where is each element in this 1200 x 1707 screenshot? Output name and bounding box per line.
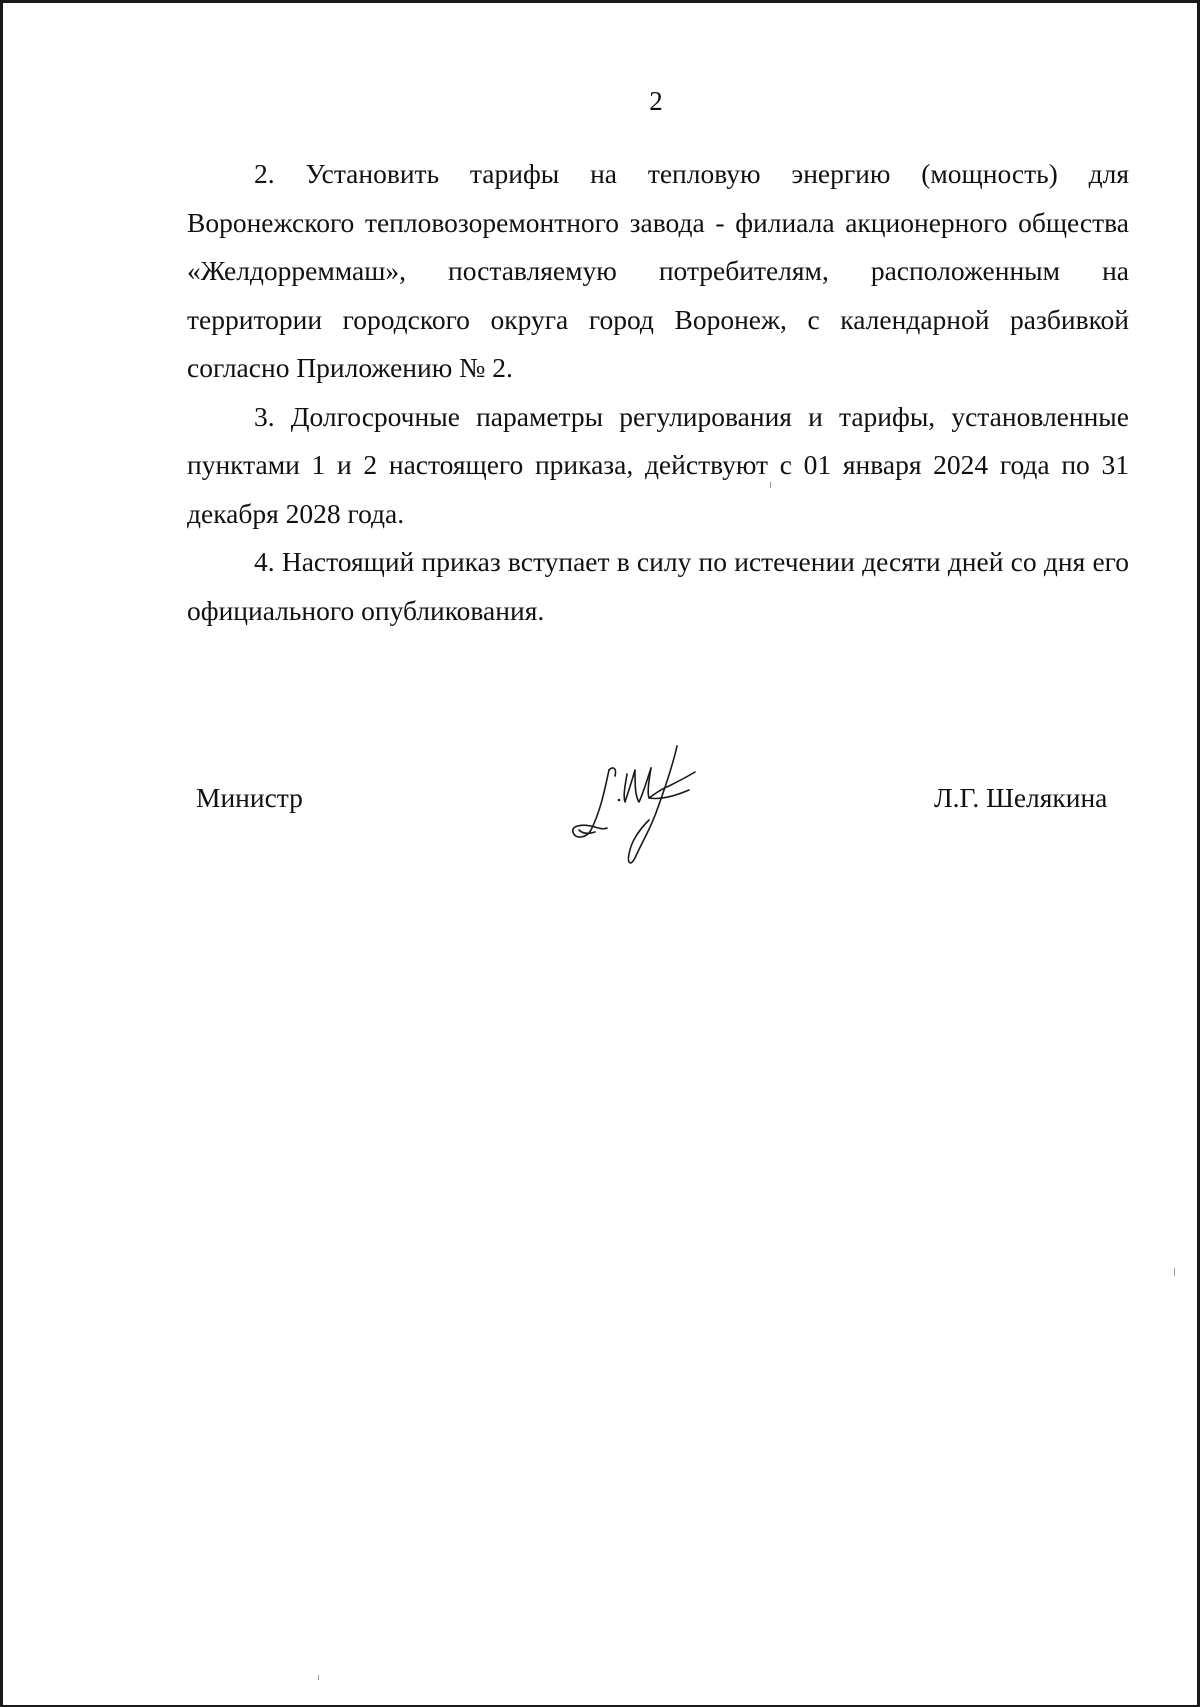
paragraph-4: 4. Настоящий приказ вступает в силу по истечении десяти дней со дня его официального опубликования. (187, 546, 1129, 626)
handwritten-signature-icon (565, 740, 705, 870)
paragraph-3: 3. Долгосрочные параметры регулирования и тарифы, установленные пунктами 1 и 2 настоящего приказа, действуют с 01 января 2024 года по 31 декабря 2028 года. (187, 400, 1129, 529)
scan-edge-top (0, 0, 1200, 3)
page-number: 2 (649, 86, 663, 116)
paragraph-2: 2. Установить тарифы на тепловую энергию (мощность) для Воронежского тепловозоремонтного завода - филиала акционерного общества «Желдорреммаш», поставляемую потребителям, расположенным на территории городского округа город Воронеж, с календарной разбивкой согласно Приложению № 2. (187, 158, 1129, 383)
scan-edge-left (0, 0, 3, 1707)
scan-speck (770, 482, 771, 488)
signer-name: Л.Г. Шелякина (934, 782, 1108, 813)
signer-position: Министр (196, 782, 303, 813)
scan-speck (1174, 1268, 1175, 1276)
scan-speck (318, 1675, 319, 1680)
document-body (187, 150, 1129, 635)
